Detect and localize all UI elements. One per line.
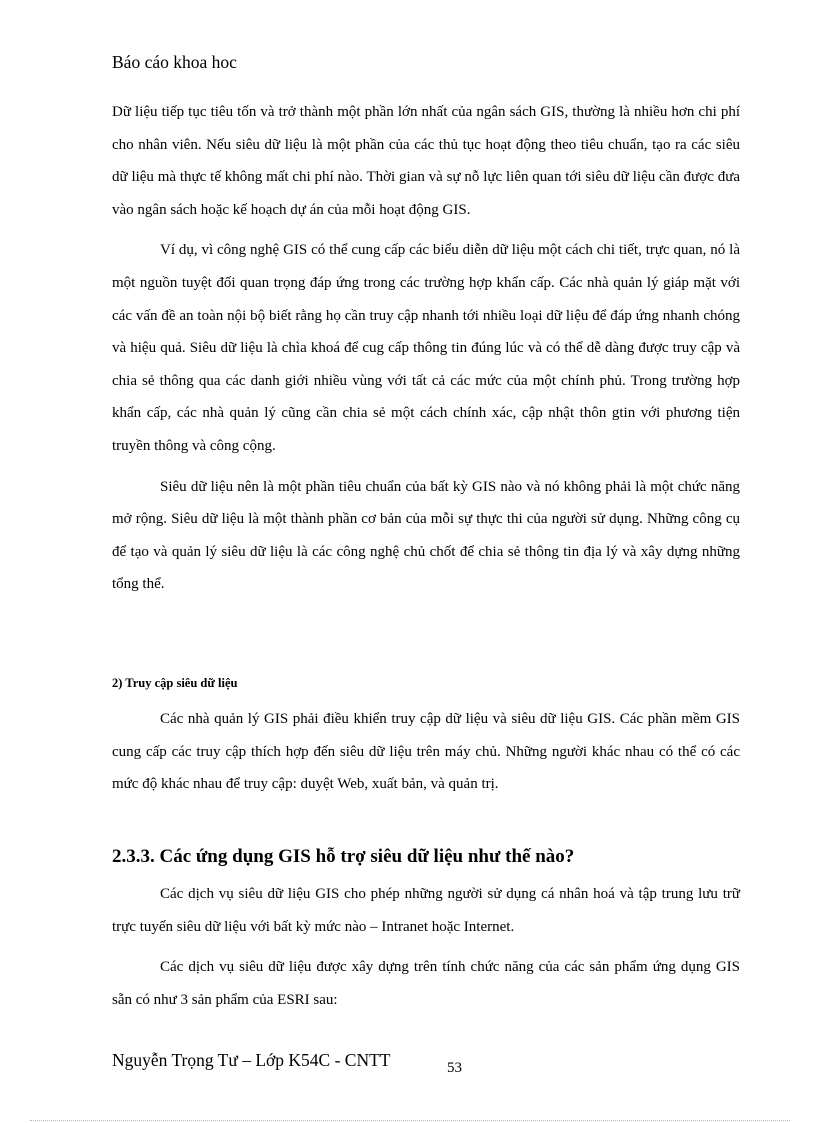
- section-heading: 2.3.3. Các ứng dụng GIS hỗ trợ siêu dữ liệu như thế nào?: [112, 846, 575, 867]
- paragraph-emergency-example: Ví dụ, vì công nghệ GIS có thể cung cấp các biểu diễn dữ liệu một cách chi tiết, trực quan, nó là một nguồn tuyệt đối quan trọng đáp ứng trong các trường hợp khẩn cấp. Các nhà quản lý giáp mặt với các vấn đề an toàn nội bộ biết rằng họ cần truy cập nhanh tới nhiều loại dữ liệu để đáp ứng nhanh chóng và hiệu quả. Siêu dữ liệu là chìa khoá để cug cấp thông tin đúng lúc và có thể dễ dàng được truy cập và chia sẻ thông qua các danh giới nhiều vùng với tất cả các mức của một chính phủ. Trong trường hợp khẩn cấp, các nhà quản lý cũng cần chia sẻ một cách chính xác, cập nhật thôn gtin với phương tiện truyền thông và công cộng.: [112, 242, 740, 454]
- access-text-block: [112, 703, 740, 809]
- page-bottom-divider: [30, 1120, 790, 1121]
- paragraph-metadata-cost: Dữ liệu tiếp tục tiêu tốn và trở thành một phần lớn nhất của ngân sách GIS, thường là nhiều hơn chi phí cho nhân viên. Nếu siêu dữ liệu là một phần của các thủ tục hoạt động theo tiêu chuẩn, tạo ra các siêu dữ liệu mà thực tế không mất chi phí nào. Thời gian và sự nỗ lực liên quan tới siêu dữ liệu cần được đưa vào ngân sách hoặc kế hoạch dự án của mỗi hoạt động GIS.: [112, 104, 740, 218]
- paragraph-esri-products: Các dịch vụ siêu dữ liệu được xây dựng trên tính chức năng của các sản phẩm ứng dụng GIS sẵn có như 3 sản phẩm của ESRI sau:: [112, 959, 740, 1008]
- page-number: 53: [447, 1060, 462, 1076]
- footer-author: Nguyễn Trọng Tư – Lớp K54C - CNTT: [112, 1050, 391, 1070]
- paragraph-metadata-access: Các nhà quản lý GIS phải điều khiển truy cập dữ liệu và siêu dữ liệu GIS. Các phần mềm GIS cung cấp các truy cập thích hợp đến siêu dữ liệu trên máy chủ. Những người khác nhau có thể có các mức độ khác nhau để truy cập: duyệt Web, xuất bản, và quản trị.: [112, 711, 740, 793]
- report-header-title: Báo cáo khoa hoc: [112, 52, 237, 72]
- intro-text-block: [112, 96, 740, 609]
- paragraph-metadata-standard: Siêu dữ liệu nên là một phần tiêu chuẩn của bất kỳ GIS nào và nó không phải là một chức năng mở rộng. Siêu dữ liệu là một thành phần cơ bản của mỗi sự thực thi của người sử dụng. Những công cụ để tạo và quản lý siêu dữ liệu là các công nghệ chủ chốt để chia sẻ thông tin địa lý và xây dựng những tổng thể.: [112, 478, 740, 593]
- paragraph-metadata-services: Các dịch vụ siêu dữ liệu GIS cho phép những người sử dụng cá nhân hoá và tập trung lưu trữ trực tuyến siêu dữ liệu với bất kỳ mức nào – Intranet hoặc Internet.: [112, 886, 740, 935]
- subsection-heading: 2) Truy cập siêu dữ liệu: [112, 676, 238, 690]
- applications-text-block: [112, 878, 740, 1024]
